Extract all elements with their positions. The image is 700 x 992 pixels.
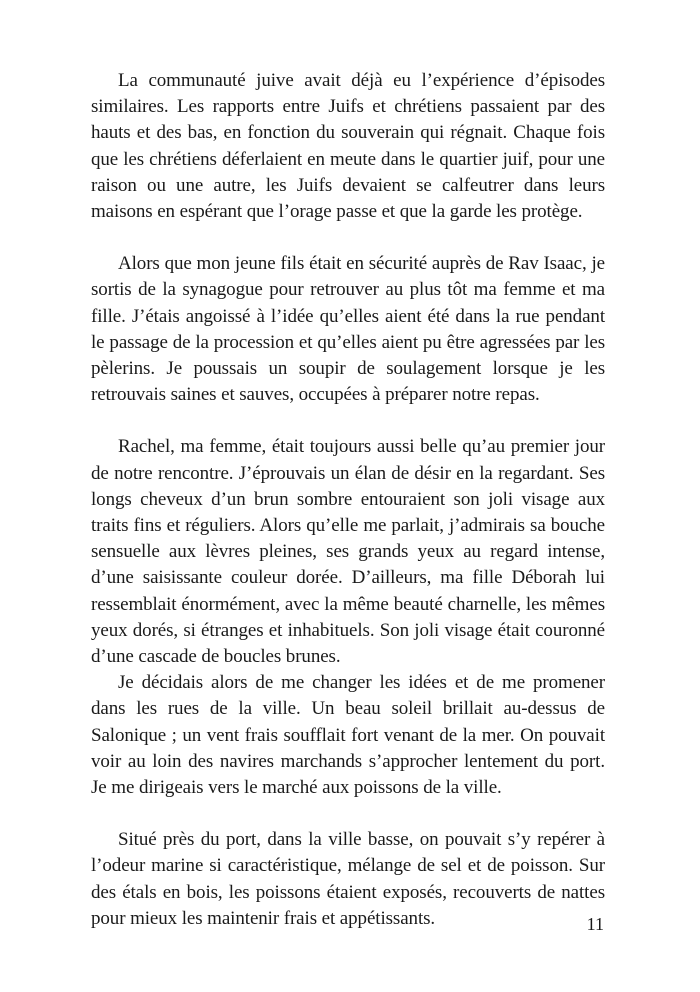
paragraph-3: Rachel, ma femme, était toujours aussi belle qu’au premier jour de notre rencontre. J’éprouvais un élan de désir en la regardant. Ses longs cheveux d’un brun sombre entouraient son joli visage aux traits fins et réguliers. Alors qu’elle me parlait, j’admirais sa bouche sensuelle aux lèvres pleines, ses grands yeux au regard intense, d’une saisissante couleur dorée. D’ailleurs, ma fille Déborah lui ressemblait énormément, avec la même beauté charnelle, les mêmes yeux dorés, si étranges et inhabituels. Son joli visage était couronné d’une cascade de boucles brunes. — [91, 436, 605, 668]
page-body — [91, 68, 605, 932]
paragraph-2: Alors que mon jeune fils était en sécurité auprès de Rav Isaac, je sortis de la synagogue pour retrouver au plus tôt ma femme et ma fille. J’étais angoissé à l’idée qu’elles aient été dans la rue pendant le passage de la procession et qu’elles aient pu être agressées par les pèlerins. Je poussais un soupir de soulagement lorsque je les retrouvais saines et sauves, occupées à préparer notre repas. — [91, 253, 605, 406]
paragraph-4: Je décidais alors de me changer les idées et de me promener dans les rues de la ville. Un beau soleil brillait au-dessus de Salonique ; un vent frais soufflait fort venant de la mer. On pouvait voir au loin des navires marchands s’approcher lentement du port. Je me dirigeais vers le marché aux poissons de la ville. — [91, 672, 605, 799]
page-number: 11 — [586, 914, 604, 934]
paragraph-5: Situé près du port, dans la ville basse, on pouvait s’y repérer à l’odeur marine si caractéristique, mélange de sel et de poisson. Sur des étals en bois, les poissons étaient exposés, recouverts de nattes pour mieux les maintenir frais et appétissants. — [91, 829, 605, 929]
paragraph-1: La communauté juive avait déjà eu l’expérience d’épisodes similaires. Les rapports entre Juifs et chrétiens passaient par des hauts et des bas, en fonction du souverain qui régnait. Chaque fois que les chrétiens déferlaient en meute dans le quartier juif, pour une raison ou une autre, les Juifs devaient se calfeutrer dans leurs maisons en espérant que l’orage passe et que la garde les protège. — [91, 70, 605, 223]
